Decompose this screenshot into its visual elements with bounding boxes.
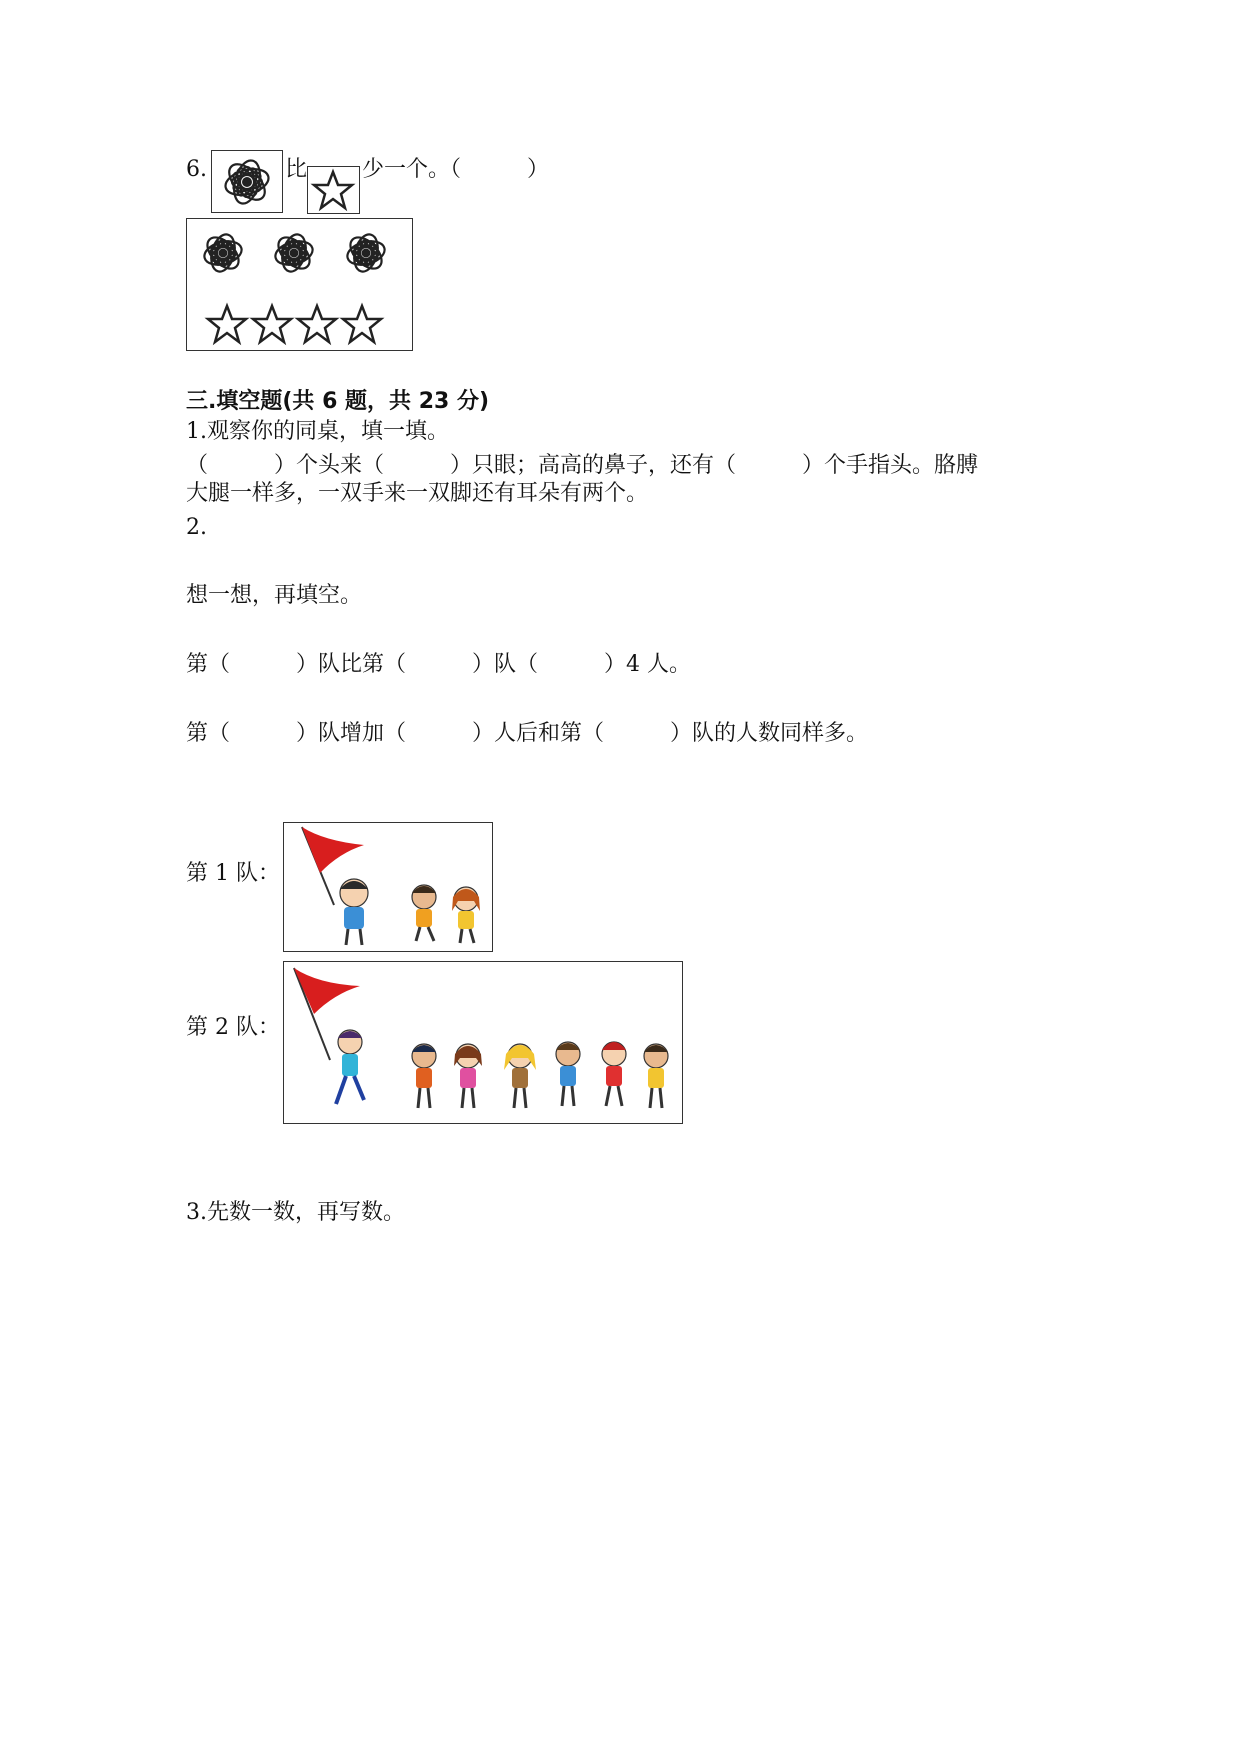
flower-icon <box>273 232 315 274</box>
q1-title: 1.观察你的同桌，填一填。 <box>186 419 449 444</box>
child-figure <box>452 887 480 943</box>
q2-line1: 第（ ）队比第（ ）队（ ）4 人。 <box>186 652 691 677</box>
flower-icon <box>202 232 244 274</box>
child-figure <box>412 885 436 941</box>
q6-number: 6. <box>186 157 207 182</box>
q1-line1: （ ）个头来（ ）只眼；高高的鼻子，还有（ ）个手指头。胳膊 <box>186 453 979 478</box>
q6-picture <box>186 218 413 351</box>
child-figure <box>336 1030 364 1104</box>
child-figure <box>340 879 368 945</box>
star-icon <box>208 306 246 342</box>
star-icon <box>253 306 291 342</box>
flower-icon <box>212 151 282 211</box>
q6-compare-text: 比 <box>285 157 308 182</box>
child-figure <box>644 1044 668 1108</box>
star-icon <box>308 167 358 212</box>
star-icon <box>343 306 381 342</box>
team2-label: 第 2 队： <box>186 1015 280 1040</box>
team2-picture <box>283 961 683 1124</box>
child-figure <box>454 1044 482 1108</box>
child-figure <box>556 1042 580 1106</box>
q2-number: 2. <box>186 515 207 540</box>
team1-label: 第 1 队： <box>186 861 280 886</box>
q6-picture-drawing <box>187 219 411 349</box>
child-figure <box>504 1044 536 1108</box>
team1-drawing <box>284 823 491 950</box>
team2-drawing <box>284 962 681 1122</box>
q6-flower-box <box>211 150 283 213</box>
section-heading: 三.填空题(共 6 题，共 23 分) <box>186 389 490 414</box>
child-figure <box>602 1042 626 1106</box>
team1-picture <box>283 822 493 952</box>
q1-line2: 大腿一样多，一双手来一双脚还有耳朵有两个。 <box>186 481 649 506</box>
q2-prompt: 想一想，再填空。 <box>186 583 363 608</box>
q6-tail-text: 少一个。（ ） <box>362 157 550 182</box>
child-figure <box>412 1044 436 1108</box>
q2-line2: 第（ ）队增加（ ）人后和第（ ）队的人数同样多。 <box>186 721 869 746</box>
flower-icon <box>345 232 387 274</box>
star-icon <box>298 306 336 342</box>
q6-star-box <box>307 166 360 214</box>
q3-title: 3.先数一数，再写数。 <box>186 1200 405 1225</box>
